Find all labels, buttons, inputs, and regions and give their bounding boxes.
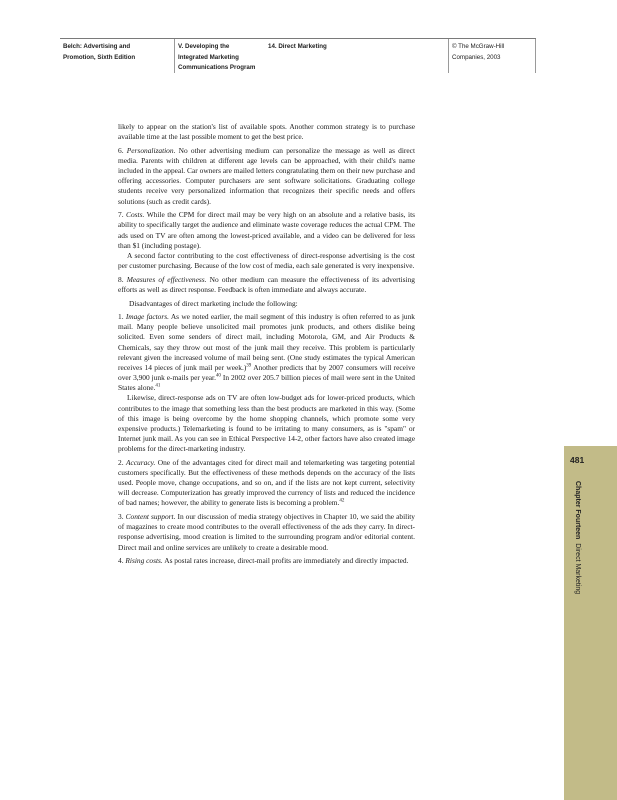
list-item-image-factors: 1. Image factors. As we noted earlier, the mail segment of this industry is often referred to as junk mail. Many people believe unsolicited mail promotes junk products, and others dislike being solicited. Even some senders of direct mail, including Motorola, GM, and Air Products & Chemicals, say they throw out most of the junk mail they receive. This problem is particularly relevant given the increased volume of mail being sent. (One study estimates the typical American receives 14 pieces of junk mail per week.)$^{39}$ Another predicts that by 2007 consumers will receive over 3,900 junk e-mails per year.$^{40}$ In 2002 over 205.7 billion pieces of mail were sent in the United States alone.$^{41}$ xyxy=(118,312,415,393)
list-item-rising-costs: 4. Rising costs. As postal rates increase, direct-mail profits are immediately and directly impacted. xyxy=(118,556,409,566)
header-book-title: Belch: Advertising and Promotion, Sixth Edition xyxy=(63,43,136,61)
running-header xyxy=(60,38,536,79)
disadvantages-intro: Disadvantages of direct marketing include the following: xyxy=(129,298,298,308)
list-item-measures: 8. Measures of effectiveness. No other medium can measure the effectiveness of its advertising efforts as well as direct response. Feedback is often immediate and always accurate. xyxy=(118,274,415,294)
footnote-ref: 39 xyxy=(246,363,252,369)
list-item-costs: 7. Costs. While the CPM for direct mail may be very high on an absolute and a relative basis, its ability to specifically target the audience and eliminate waste coverage reduces the actual CPM. The ads used on TV are often among the lowest-priced available, and a video can be delivered for less than $1 (including postage). xyxy=(118,210,415,250)
header-divider xyxy=(448,39,449,73)
header-divider xyxy=(174,39,175,73)
chapter-running-title: Chapter Fourteen Direct Marketing xyxy=(574,481,581,595)
header-chapter-title: 14. Direct Marketing xyxy=(268,43,327,50)
footnote-ref: 40 xyxy=(215,373,221,379)
chapter-sidebar xyxy=(564,446,617,800)
list-item-content-support: 3. Content support. In our discussion of media strategy objectives in Chapter 10, we said the ability of magazines to create mood contributes to the overall effectiveness of the ads they carry. In direct-response advertising, mood creation is limited to the surrounding program and/or editorial content. Direct mail and online services are unlikely to create a desirable mood. xyxy=(118,512,415,552)
paragraph: A second factor contributing to the cost effectiveness of direct-response advertising is the cost per customer purchasing. Because of the low cost of media, each sale generated is very inexpensive. xyxy=(118,250,415,271)
header-divider xyxy=(535,39,536,73)
list-item-accuracy: 2. Accuracy. One of the advantages cited for direct mail and telemarketing was targeting potential customers specifically. But the effectiveness of these methods depends on the accuracy of the lists used. People move, change occupations, and so on, and if the lists are not kept current, selectivity will decrease. Computerization has greatly improved the currency of lists and reduced the incidence of bad names; however, the ability to generate lists is becoming a problem.$^{42}$ xyxy=(118,457,415,508)
page-number: 481 xyxy=(570,455,585,465)
footnote-ref: 41 xyxy=(155,383,161,389)
paragraph: likely to appear on the station's list of available spots. Another common strategy is to purchase available time at the last possible moment to get the best price. xyxy=(118,122,415,142)
paragraph: Likewise, direct-response ads on TV are often low-budget ads for lower-priced products, which contributes to the image that something less than the best products are marketed in this way. (Some of this image is being overcome by the home shopping channels, which promote some very expensive products.) Telemarketing is found to be irritating to many consumers, as is "spam" or Internet junk mail. As you can see in Ethical Perspective 14-2, other factors have also created image problems for the direct-marketing industry. xyxy=(118,393,415,454)
header-part-title: V. Developing the Integrated Marketing Communications Program xyxy=(178,43,256,72)
list-item-personalization: 6. Personalization. No other advertising medium can personalize the message as well as direct media. Parents with children at different age levels can be approached, with their child's name included in the appeal. Car owners are mailed letters congratulating them on their new purchase and offering accessories. Computer purchasers are sent software solicitations. Graduating college students receive very personalized information that recognizes their specific needs and offers solutions (such as credit cards). xyxy=(118,145,415,206)
header-copyright: © The McGraw-Hill Companies, 2003 xyxy=(452,43,505,61)
footnote-ref: 42 xyxy=(339,499,345,504)
body-text xyxy=(118,122,415,566)
